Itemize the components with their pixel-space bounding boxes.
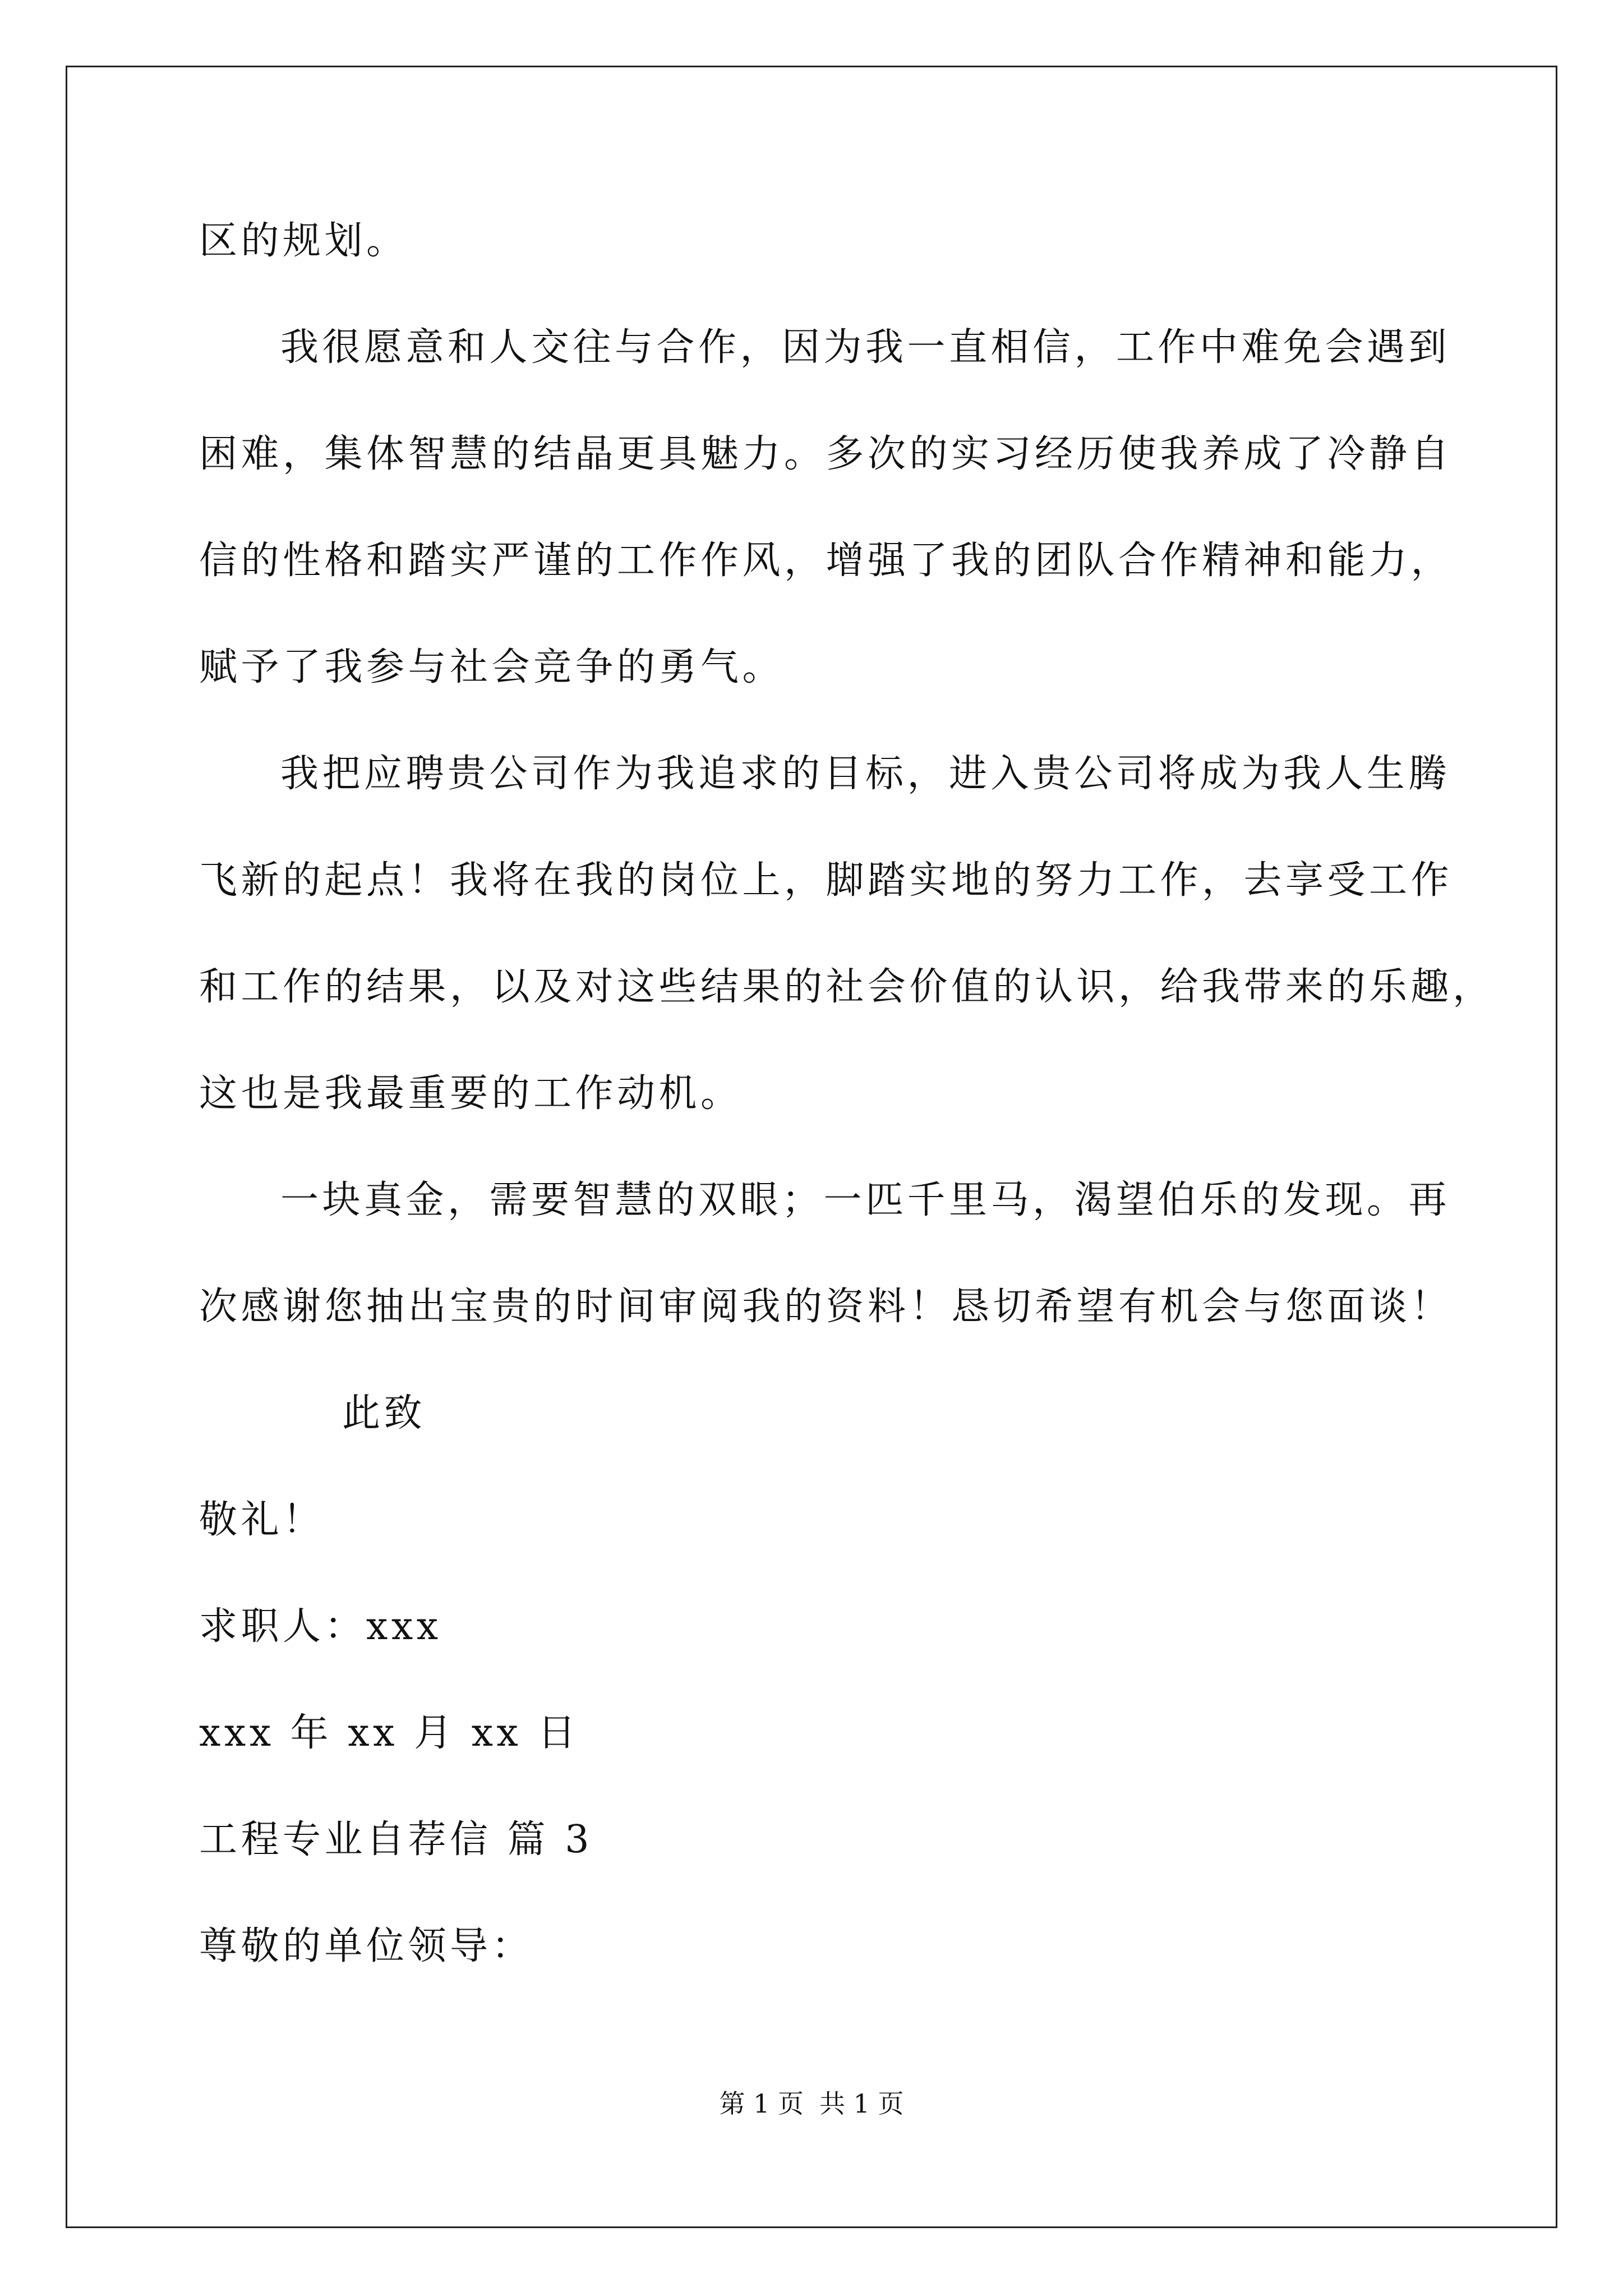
paragraph-line: 我很愿意和人交往与合作，因为我一直相信，工作中难免会遇到 [280, 325, 1451, 370]
paragraph-line: 和工作的结果，以及对这些结果的社会价值的认识，给我带来的乐趣， [199, 965, 1495, 1009]
closing-regards: 敬礼！ [199, 1498, 325, 1542]
paragraph-line: 区的规划。 [199, 219, 408, 263]
closing-salutation: 此致 [342, 1391, 426, 1435]
applicant-signature: 求职人：xxx [199, 1604, 442, 1649]
paragraph-line: 飞新的起点！我将在我的岗位上，脚踏实地的努力工作，去享受工作 [199, 858, 1453, 903]
paragraph-line: 我把应聘贵公司作为我追求的目标，进入贵公司将成为我人生腾 [280, 752, 1451, 796]
paragraph-line: 次感谢您抽出宝贵的时间审阅我的资料！恳切希望有机会与您面谈！ [199, 1285, 1453, 1329]
paragraph-line: 这也是我最重要的工作动机。 [199, 1071, 743, 1116]
paragraph-line: 信的性格和踏实严谨的工作作风，增强了我的团队合作精神和能力， [199, 539, 1453, 583]
page-number: 第 1 页 [719, 2088, 804, 2119]
page-total: 共 1 页 [819, 2088, 904, 2119]
page-footer [0, 2087, 1623, 2120]
paragraph-line: 困难，集体智慧的结晶更具魅力。多次的实习经历使我养成了冷静自 [199, 432, 1453, 476]
section-heading: 工程专业自荐信 篇 3 [199, 1818, 593, 1862]
greeting-line: 尊敬的单位领导： [199, 1924, 534, 1968]
letter-date: xxx 年 xx 月 xx 日 [199, 1711, 580, 1755]
paragraph-line: 赋予了我参与社会竞争的勇气。 [199, 645, 785, 689]
paragraph-line: 一块真金，需要智慧的双眼；一匹千里马，渴望伯乐的发现。再 [280, 1178, 1451, 1222]
document-body [199, 214, 1495, 2026]
